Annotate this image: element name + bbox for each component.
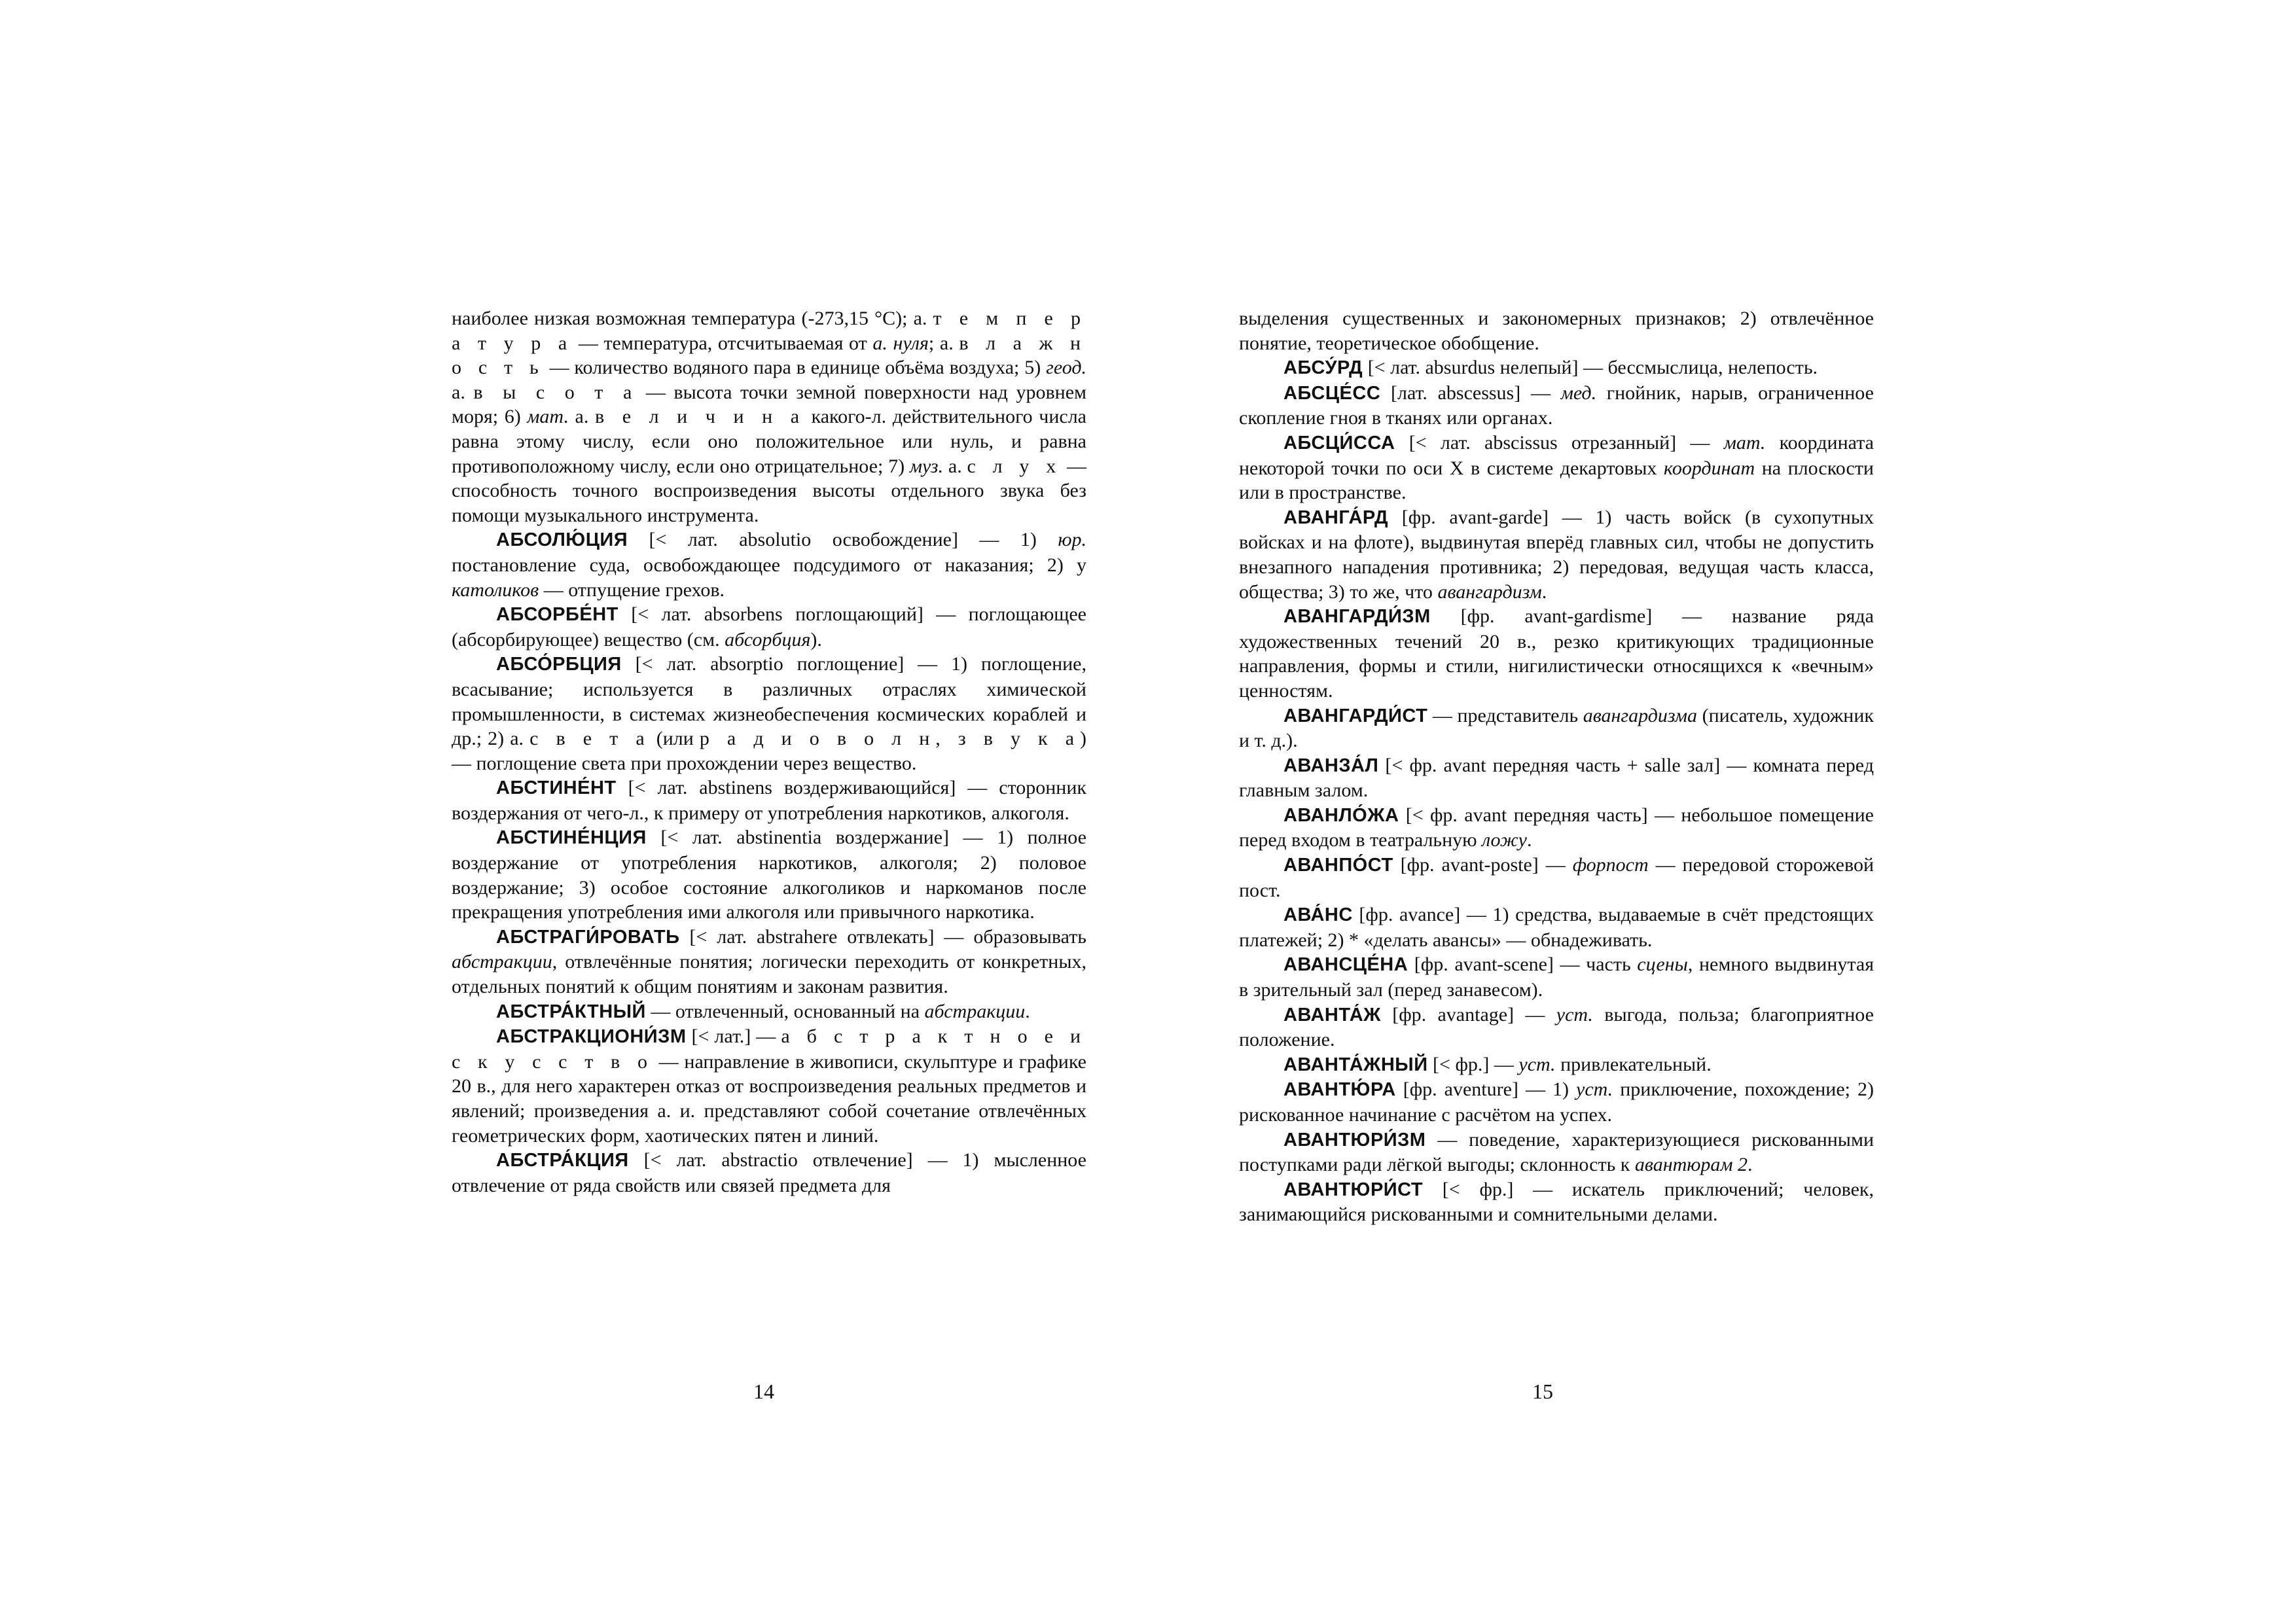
headword: АБСЦИ́ССА	[1283, 432, 1395, 454]
headword: АБСТРАКЦИОНИ́ЗМ	[496, 1026, 687, 1048]
headword: АБСТРА́КЦИЯ	[496, 1150, 629, 1171]
entry-avanlozha: АВАНЛО́ЖА [< фр. avant передняя часть] — небольшое помещение перед входом в театральную ложу.	[1239, 804, 1874, 851]
continued-paragraph: наиболее низкая возможная температура (-273,15 °С); а. т е м п е р а т у р а — температура, отсчитываемая от а. нуля; а. в л а ж н о с т ь — количество водяного пара в единице объёма воздуха; 5) геод. а. в ы с о т а — высота точки земной поверхности над уровнем моря; 6) мат. а. в е л и ч и н а какого-л. действительного числа равна этому числу, если оно положительное или нуль, и равна противоположному числу, если оно отрицательное; 7) муз. а. с л у х — способность точного воспроизведения высоты отдельного звука без помощи музыкального инструмента.	[452, 308, 1087, 526]
headword: АБСТРА́КТНЫЙ	[496, 1001, 646, 1022]
headword: АВАНПО́СТ	[1283, 855, 1393, 876]
entry-avantyurist: АВАНТЮРИ́СТ [< фр.] — искатель приключений; человек, занимающийся рискованными и сомнительными делами.	[1239, 1178, 1874, 1226]
entry-avangardizm: АВАНГАРДИ́ЗМ [фр. avant-gardisme] — название ряда художественных течений 20 в., резко критикующих традиционные направления, формы и стили, нигилистически относящихся к «вечным» ценностям.	[1239, 605, 1874, 702]
entry-avanpost: АВАНПО́СТ [фр. avant-poste] — форпост — передовой сторожевой пост.	[1239, 854, 1874, 901]
entry-absorbtsiya: АБСО́РБЦИЯ [< лат. absorptio поглощение] — 1) поглощение, всасывание; используется в различных отраслях химической промышленности, в системах жизнеобеспечения космических кораблей и др.; 2) а. с в е т а (или р а д и о в о л н, з в у к а) — поглощение света при прохождении через вещество.	[452, 653, 1087, 774]
headword: АВА́НС	[1283, 904, 1353, 926]
entry-avans: АВА́НС [фр. avance] — 1) средства, выдаваемые в счёт предстоящих платежей; 2) * «делать авансы» — обнадеживать.	[1239, 904, 1874, 951]
headword: АБСТРАГИ́РОВАТЬ	[496, 926, 680, 948]
headword: АБСТИНЕ́НЦИЯ	[496, 827, 647, 849]
headword: АВАНТЮРИ́СТ	[1283, 1179, 1424, 1200]
headword: АБСТИНЕ́НТ	[496, 777, 617, 799]
headword: АВАНЗА́Л	[1283, 755, 1379, 776]
continued-paragraph: выделения существенных и закономерных признаков; 2) отвлечённое понятие, теоретическое обобщение.	[1239, 308, 1874, 354]
entry-absurd: АБСУ́РД [< лат. absurdus нелепый] — бессмыслица, нелепость.	[1283, 357, 1818, 379]
headword: АВАНГАРДИ́СТ	[1283, 705, 1428, 726]
entry-abstragirovat: АБСТРАГИ́РОВАТЬ [< лат. abstrahere отвлекать] — образовывать абстракции, отвлечённые понятия; логически переходить от конкретных, отдельных понятий к общим понятиям и законам развития.	[452, 925, 1086, 998]
headword: АБСЦЕ́СС	[1283, 382, 1381, 404]
entry-absorbent: АБСОРБЕ́НТ [< лат. absorbens поглощающий] — поглощающее (абсорбирующее) вещество (см. абсорбция).	[452, 603, 1086, 651]
headword: АВАНГАРДИ́ЗМ	[1283, 606, 1431, 628]
headword: АВАНЛО́ЖА	[1283, 804, 1399, 826]
entry-abstsess: АБСЦЕ́СС [лат. abscessus] — мед. гнойник, нарыв, ограниченное скопление гноя в тканях или органах.	[1239, 382, 1874, 429]
headword: АВАНСЦЕ́НА	[1283, 954, 1408, 976]
headword: АВАНГА́РД	[1283, 507, 1389, 528]
page-number-right: 15	[1532, 1380, 1553, 1403]
entry-abstraktnyy: АБСТРА́КТНЫЙ — отвлеченный, основанный на абстракции.	[496, 1000, 1030, 1022]
entry-avantyurizm: АВАНТЮРИ́ЗМ — поведение, характеризующиеся рискованными поступками ради лёгкой выгоды; склонность к авантюрам 2.	[1239, 1128, 1874, 1176]
entry-avanzal: АВАНЗА́Л [< фр. avant передняя часть + salle зал] — комната перед главным залом.	[1239, 754, 1874, 802]
headword: АВАНТА́Ж	[1283, 1004, 1381, 1026]
headword: АБСОРБЕ́НТ	[496, 604, 619, 626]
page-number-left: 14	[753, 1380, 774, 1403]
entry-abstinentsiya: АБСТИНЕ́НЦИЯ [< лат. abstinentia воздержание] — 1) полное воздержание от употребления наркотиков, алкоголя; 2) половое воздержание; 3) особое состояние алкоголиков и наркоманов после прекращения употребления ими алкоголя или привычного наркотика.	[452, 827, 1086, 923]
entry-avangardist: АВАНГАРДИ́СТ — представитель авангардизма (писатель, художник и т. д.).	[1239, 704, 1874, 752]
entry-absolyutsiya: АБСОЛЮ́ЦИЯ [< лат. absolutio освобождение] — 1) юр. постановление суда, освобождающее подсудимого от наказания; 2) у католиков — отпущение грехов.	[452, 529, 1086, 601]
entry-avantyura: АВАНТЮ́РА [фр. aventure] — 1) уст. приключение, похождение; 2) рискованное начинание с расчётом на успех.	[1239, 1079, 1874, 1126]
headword: АБСУ́РД	[1283, 357, 1363, 379]
left-page-text	[452, 306, 1086, 1198]
entry-abstsissa: АБСЦИ́ССА [< лат. abscissus отрезанный] — мат. координата некоторой точки по оси X в системе декартовых координат на плоскости или в пространстве.	[1239, 431, 1874, 504]
headword: АВАНТА́ЖНЫЙ	[1283, 1054, 1428, 1075]
right-page-text	[1239, 306, 1874, 1227]
headword: АВАНТЮ́РА	[1283, 1079, 1396, 1101]
headword: АБСО́РБЦИЯ	[496, 654, 622, 675]
entry-avantazh: АВАНТА́Ж [фр. avantage] — уст. выгода, польза; благоприятное положение.	[1239, 1003, 1874, 1051]
headword: АВАНТЮРИ́ЗМ	[1283, 1129, 1426, 1150]
entry-abstinent: АБСТИНЕ́НТ [< лат. abstinens воздерживающийся] — сторонник воздержания от чего-л., к примеру от употребления наркотиков, алкоголя.	[452, 777, 1086, 824]
entry-abstraktsiya: АБСТРА́КЦИЯ [< лат. abstractio отвлечение] — 1) мысленное отвлечение от ряда свойств или связей предмета для	[452, 1149, 1086, 1196]
entry-abstraktsionizm: АБСТРАКЦИОНИ́ЗМ [< лат.] — а б с т р а к т н о е и с к у с с т в о — направление в живописи, скульптуре и графике 20 в., для него характерен отказ от воспроизведения реальных предметов и явлений; произведения а. и. представляют собой сочетание отвлечённых геометрических форм, хаотических пятен и линий.	[452, 1026, 1087, 1147]
entry-avanstsena: АВАНСЦЕ́НА [фр. avant-scene] — часть сцены, немного выдвинутая в зрительный зал (перед занавесом).	[1239, 954, 1874, 1001]
entry-avangard: АВАНГА́РД [фр. avant-garde] — 1) часть войск (в сухопутных войсках и на флоте), выдвинутая вперёд главных сил, чтобы не допустить внезапного нападения противника; 2) передовая, ведущая часть класса, общества; 3) то же, что авангардизм.	[1239, 506, 1874, 603]
entry-avantazhnyy: АВАНТА́ЖНЫЙ [< фр.] — уст. привлекательный.	[1283, 1053, 1712, 1075]
headword: АБСОЛЮ́ЦИЯ	[496, 529, 628, 551]
